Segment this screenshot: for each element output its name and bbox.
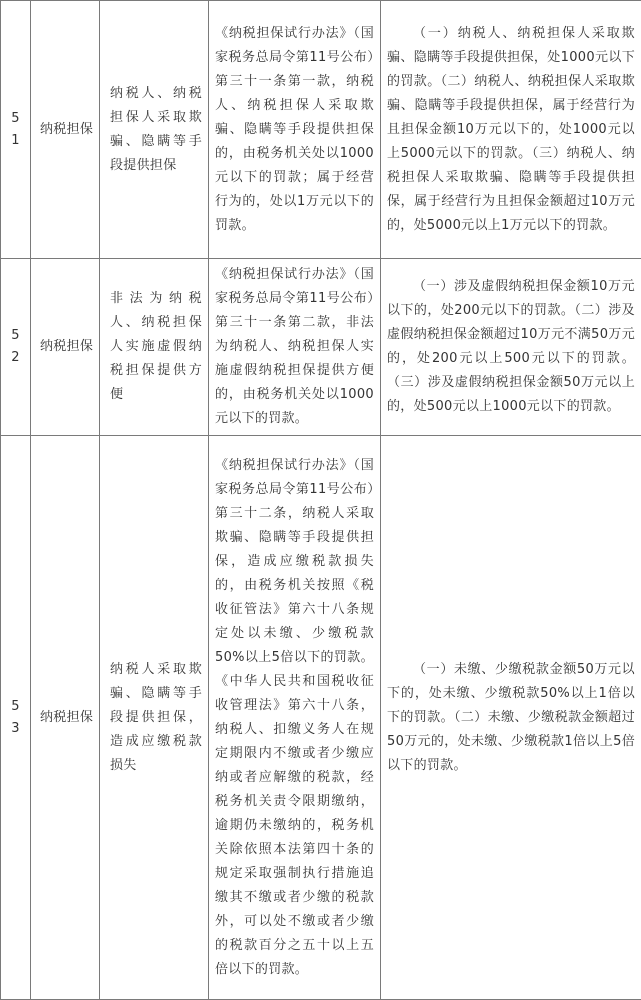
- row-number-digit: 5: [1, 325, 30, 347]
- row-number-digit: 5: [1, 108, 30, 130]
- row-number-digit: 1: [1, 130, 30, 152]
- penalty-standard-cell: （一）未缴、少缴税款金额50万元以下的，处未缴、少缴税款50%以上1倍以下的罚款。（二）未缴、少缴税款金额超过50万元的，处未缴、少缴税款1倍以上5倍以下的罚款。: [381, 436, 641, 1000]
- legal-basis-cell: 《纳税担保试行办法》（国家税务总局令第11号公布）第三十一条第一款，纳税人、纳税担保人采取欺骗、隐瞒等手段提供担保的，由税务机关处以1000元以下的罚款；属于经营行为的，处以1万元以下的罚款。: [209, 1, 381, 259]
- legal-basis-cell: 《纳税担保试行办法》（国家税务总局令第11号公布）第三十一条第二款，非法为纳税人、纳税担保人实施虚假纳税担保提供方便的，由税务机关处以1000元以下的罚款。: [209, 259, 381, 436]
- row-number-digit: 5: [1, 696, 30, 718]
- penalty-standard-cell: （一）涉及虚假纳税担保金额10万元以下的，处200元以下的罚款。（二）涉及虚假纳税担保金额超过10万元不满50万元的，处200元以上500元以下的罚款。（三）涉及虚假纳税担保金额50万元以上的，处500元以上1000元以下的罚款。: [381, 259, 641, 436]
- row-number: [1, 259, 31, 436]
- category-cell: 纳税担保: [31, 259, 100, 436]
- row-number: [1, 1, 31, 259]
- table-row: [1, 259, 641, 436]
- violation-cell: 纳税人、纳税担保人采取欺骗、隐瞒等手段提供担保: [100, 1, 209, 259]
- row-number-digit: 3: [1, 718, 30, 740]
- row-number: [1, 436, 31, 1000]
- category-cell: 纳税担保: [31, 1, 100, 259]
- category-cell: 纳税担保: [31, 436, 100, 1000]
- row-number-digit: 2: [1, 347, 30, 369]
- violation-cell: 纳税人采取欺骗、隐瞒等手段提供担保，造成应缴税款损失: [100, 436, 209, 1000]
- legal-basis-cell: 《纳税担保试行办法》（国家税务总局令第11号公布）第三十二条，纳税人采取欺骗、隐瞒等手段提供担保，造成应缴税款损失的，由税务机关按照《税收征管法》第六十八条规定处以未缴、少缴税款50%以上5倍以下的罚款。《中华人民共和国税收征收管理法》第六十八条，纳税人、扣缴义务人在规定期限内不缴或者少缴应纳或者应解缴的税款，经税务机关责令限期缴纳，逾期仍未缴纳的，税务机关除依照本法第四十条的规定采取强制执行措施追缴其不缴或者少缴的税款外，可以处不缴或者少缴的税款百分之五十以上五倍以下的罚款。: [209, 436, 381, 1000]
- table-row: [1, 1, 641, 259]
- violation-cell: 非法为纳税人、纳税担保人实施虚假纳税担保提供方便: [100, 259, 209, 436]
- penalty-standard-cell: （一）纳税人、纳税担保人采取欺骗、隐瞒等手段提供担保，处1000元以下的罚款。（二）纳税人、纳税担保人采取欺骗、隐瞒等手段提供担保，属于经营行为且担保金额10万元以下的，处1000元以上5000元以下的罚款。（三）纳税人、纳税担保人采取欺骗、隐瞒等手段提供担保，属于经营行为且担保金额超过10万元的，处5000元以上1万元以下的罚款。: [381, 1, 641, 259]
- table-row: [1, 436, 641, 1000]
